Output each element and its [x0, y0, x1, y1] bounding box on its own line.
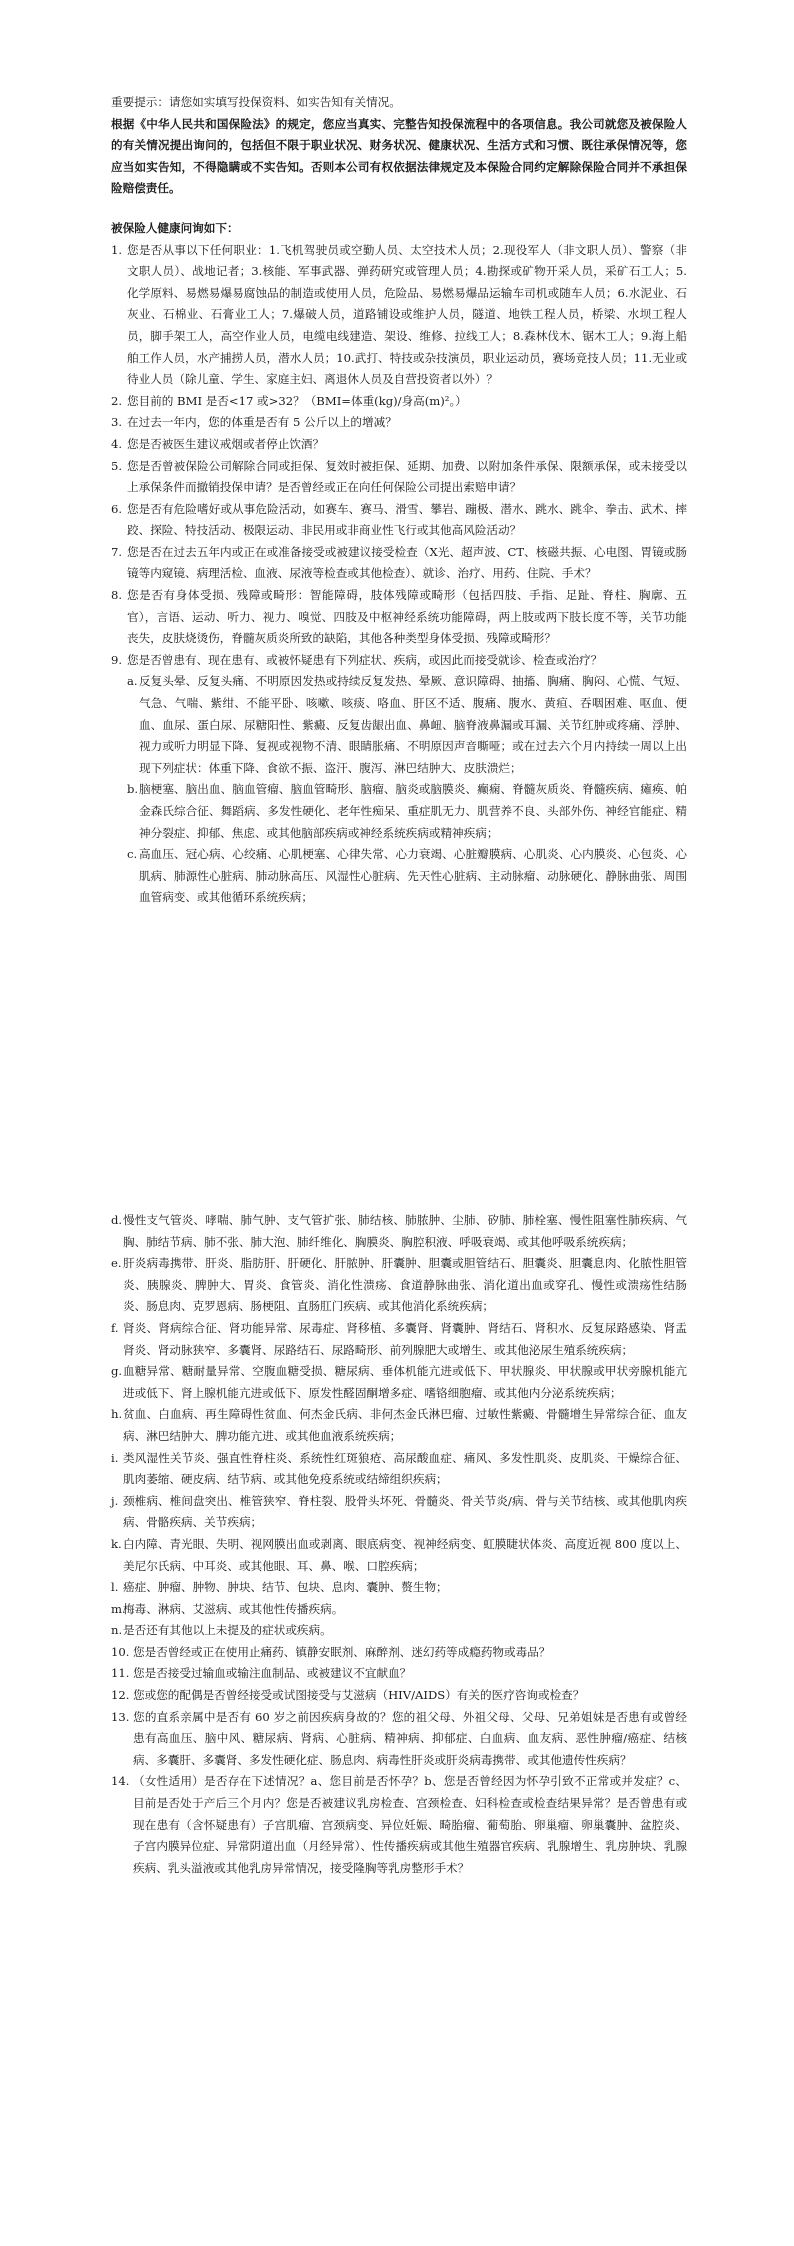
sub-text: 高血压、冠心病、心绞痛、心肌梗塞、心律失常、心力衰竭、心脏瓣膜病、心肌炎、心内膜炎、心包炎、心肌病、肺源性心脏病、肺动脉高压、风湿性心脏病、先天性心脏病、主动脉瘤、动脉硬化、静脉曲张、周围血管病变、或其他循环系统疾病； — [139, 847, 687, 905]
question-number: 11. — [111, 1666, 130, 1681]
sub-text: 贫血、白血病、再生障碍性贫血、何杰金氏病、非何杰金氏淋巴瘤、过敏性紫癜、骨髓增生异常综合征、血友病、淋巴结肿大、脾功能亢进、或其他血液系统疾病； — [123, 1407, 687, 1443]
sub-letter: g. — [111, 1364, 123, 1379]
question-text: 您或您的配偶是否曾经接受或试图接受与艾滋病（HIV/AIDS）有关的医疗咨询或检查？ — [133, 1688, 585, 1703]
sub-text: 梅毒、淋病、艾滋病、或其他性传播疾病。 — [123, 1601, 344, 1616]
question-number: 12. — [111, 1688, 130, 1703]
sub-item — [127, 844, 687, 909]
legal-warning: 根据《中华人民共和国保险法》的规定，您应当真实、完整告知投保流程中的各项信息。我公司就您及被保险人的有关情况提出询问的，包括但不限于职业状况、财务状况、健康状况、生活方式和习惯、既往承保情况等，您应当如实告知，不得隐瞒或不实告知。否则本公司有权依据法律规定及本保险合同约定解除保险合同并不承担保险赔偿责任。 — [111, 116, 687, 196]
question-number: 13. — [111, 1709, 130, 1724]
sub-letter: i. — [111, 1450, 119, 1465]
question-number: 3. — [111, 415, 123, 430]
sub-letter: l. — [111, 1580, 119, 1595]
question-item — [111, 240, 687, 391]
sub-letter: h. — [111, 1407, 123, 1422]
sub-letter: a. — [127, 674, 138, 689]
question-text: 您的直系亲属中是否有 60 岁之前因疾病身故的？您的祖父母、外祖父母、父母、兄弟姐妹是否患有或曾经患有高血压、脑中风、糖尿病、肾病、心脏病、精神病、抑郁症、白血病、血友病、恶性肿瘤/癌症、结核病、多囊肝、多囊肾、多发性硬化症、肠息肉、病毒性肝炎或肝炎病毒携带、或其他遗传性疾病？ — [133, 1709, 687, 1767]
question-number: 9. — [111, 652, 123, 667]
question-item — [111, 542, 687, 585]
question-number: 6. — [111, 501, 123, 516]
sub-letter: m. — [111, 1601, 126, 1616]
question-item — [111, 456, 687, 499]
question-text: 您是否曾被保险公司解除合同或拒保、复效时被拒保、延期、加费、以附加条件承保、限额承保，或未接受以上承保条件而撤销投保申请？是否曾经或正在向任何保险公司提出索赔申请？ — [127, 458, 687, 495]
sub-item — [111, 1210, 687, 1253]
question-item — [111, 1685, 687, 1707]
sub-item — [111, 1404, 687, 1447]
question-item — [111, 412, 687, 434]
question-number: 1. — [111, 242, 123, 257]
sub-item — [111, 1620, 687, 1642]
sub-text: 类风湿性关节炎、强直性脊柱炎、系统性红斑狼疮、高尿酸血症、痛风、多发性肌炎、皮肌炎、干燥综合征、肌肉萎缩、硬皮病、结节病、或其他免疫系统或结缔组织疾病； — [123, 1450, 687, 1487]
question-text: 您是否从事以下任何职业：1.飞机驾驶员或空勤人员、太空技术人员；2.现役军人（非文职人员）、警察（非文职人员）、战地记者；3.核能、军事武器、弹药研究或管理人员；4.勘探或矿物开采人员，采矿石工人；5.化学原料、易燃易爆易腐蚀品的制造或使用人员，危险品、易燃易爆品运输车司机或随车人员；6.水泥业、石灰业、石棉业、石膏业工人；7.爆破人员，道路铺设或维护人员，隧道、地铁工程人员，桥梁、水坝工程人员，脚手架工人，高空作业人员，电缆电线建造、架设、维修、拉线工人；8.森林伐木、锯木工人；9.海上船舶工作人员，水产捕捞人员，潜水人员；10.武打、特技或杂技演员，职业运动员，赛场竞技人员；11.无业或待业人员（除儿童、学生、家庭主妇、离退休人员及自营投资者以外）？ — [127, 242, 687, 387]
sub-item — [127, 779, 687, 844]
question-text: 在过去一年内，您的体重是否有 5 公斤以上的增减？ — [127, 415, 397, 430]
sub-letter: j. — [111, 1493, 119, 1508]
question-item — [111, 585, 687, 650]
document-second-section — [111, 1210, 687, 1879]
question-item — [111, 650, 687, 909]
question-text: （女性适用）是否存在下述情况？a、您目前是否怀孕？b、您是否曾经因为怀孕引致不正常或并发症？c、目前是否处于产后三个月内？您是否被建议乳房检查、宫颈检查、妇科检查或检查结果异常？是否曾患有或现在患有（含怀疑患有）子宫肌瘤、宫颈病变、异位妊娠、畸胎瘤、葡萄胎、卵巢瘤、卵巢囊肿、盆腔炎、子宫内膜异位症、异常阴道出血（月经异常）、性传播疾病或其他生殖器官疾病、乳腺增生、乳房肿块、乳腺疾病、乳头溢液或其他乳房异常情况，接受隆胸等乳房整形手术？ — [133, 1774, 687, 1875]
sub-text: 反复头晕、反复头痛、不明原因发热或持续反复发热、晕厥、意识障碍、抽搐、胸痛、胸闷、心慌、气短、气急、气喘、紫绀、不能平卧、咳嗽、咳痰、咯血、肝区不适、腹痛、腹水、黄疸、吞咽困难、呕血、便血、血尿、蛋白尿、尿糖阳性、紫癜、反复齿龈出血、鼻衄、脑脊液鼻漏或耳漏、关节红肿或疼痛、浮肿、视力或听力明显下降、复视或视物不清、眼睛胀痛、不明原因声音嘶哑；或在过去六个月内持续一周以上出现下列症状：体重下降、食欲不振、盗汗、腹泻、淋巴结肿大、皮肤溃烂； — [139, 674, 687, 775]
sub-item — [111, 1448, 687, 1491]
sub-item — [111, 1577, 687, 1599]
sub-item — [111, 1253, 687, 1318]
sub-item — [127, 671, 687, 779]
question-text: 您目前的 BMI 是否<17 或>32？（BMI=体重(kg)/身高(m)²。） — [127, 393, 467, 408]
sub-letter: c. — [127, 847, 138, 862]
question-text: 您是否有身体受损、残障或畸形：智能障碍，肢体残障或畸形（包括四肢、手指、足趾、脊柱、胸廓、五官），言语、运动、听力、视力、嗅觉、四肢及中枢神经系统功能障碍，两上肢或两下肢长度不等，关节功能丧失，皮肤烧烫伤，脊髓灰质炎所致的缺陷，其他各种类型身体受损、残障或畸形？ — [127, 588, 687, 646]
sub-text: 是否还有其他以上未提及的症状或疾病。 — [123, 1623, 332, 1638]
sub-item — [111, 1318, 687, 1361]
question-text: 您是否曾经或正在使用止痛药、镇静安眠剂、麻醉剂、迷幻药等成瘾药物或毒品？ — [133, 1644, 551, 1659]
sub-item — [111, 1534, 687, 1577]
sub-text: 白内障、青光眼、失明、视网膜出血或剥离、眼底病变、视神经病变、虹膜睫状体炎、高度近视 800 度以上、美尼尔氏病、中耳炎、或其他眼、耳、鼻、喉、口腔疾病； — [123, 1536, 687, 1573]
question-text: 您是否被医生建议戒烟或者停止饮酒？ — [127, 436, 325, 451]
question-text: 您是否在过去五年内或正在或准备接受或被建议接受检查（X光、超声波、CT、核磁共振、心电图、胃镜或肠镜等内窥镜、病理活检、血液、尿液等检查或其他检查）、就诊、治疗、用药、住院、手术？ — [127, 544, 687, 581]
sub-letter: k. — [111, 1536, 122, 1551]
sub-letter: e. — [111, 1256, 122, 1271]
sub-text: 癌症、肿瘤、肿物、肿块、结节、包块、息肉、囊肿、赘生物； — [123, 1580, 448, 1595]
question-number: 14. — [111, 1774, 130, 1789]
question-item — [111, 499, 687, 542]
question-item — [111, 391, 687, 413]
section-title: 被保险人健康问询如下： — [111, 220, 239, 235]
question-list — [111, 240, 687, 909]
question-item — [111, 434, 687, 456]
question-text: 您是否有危险嗜好或从事危险活动，如赛车、赛马、滑雪、攀岩、蹦极、潜水、跳水、跳伞、拳击、武术、摔跤、探险、特技活动、极限运动、非民用或非商业性飞行或其他高风险活动？ — [127, 501, 687, 538]
sub-text: 肝炎病毒携带、肝炎、脂肪肝、肝硬化、肝脓肿、肝囊肿、胆囊或胆管结石、胆囊炎、胆囊息肉、化脓性胆管炎、胰腺炎、脾肿大、胃炎、食管炎、消化性溃疡、食道静脉曲张、消化道出血或穿孔、慢性或溃疡性结肠炎、肠息肉、克罗恩病、肠梗阻、直肠肛门疾病、或其他消化系统疾病； — [123, 1256, 687, 1314]
sub-letter: d. — [111, 1213, 123, 1227]
question-item — [111, 1771, 687, 1879]
sub-item — [111, 1491, 687, 1534]
question-list-continued — [111, 1642, 687, 1880]
sub-text: 血糖异常、糖耐量异常、空腹血糖受损、糖尿病、垂体机能亢进或低下、甲状腺炎、甲状腺或甲状旁腺机能亢进或低下、肾上腺机能亢进或低下、原发性醛固酮增多症、嗜铬细胞瘤、或其他内分泌系统疾病； — [123, 1364, 687, 1400]
question-number: 10. — [111, 1644, 130, 1659]
sub-item — [111, 1361, 687, 1404]
sub-letter: n. — [111, 1623, 123, 1638]
question-number: 5. — [111, 458, 123, 473]
sub-text: 慢性支气管炎、哮喘、肺气肿、支气管扩张、肺结核、肺脓肿、尘肺、矽肺、肺栓塞、慢性阻塞性肺疾病、气胸、肺结节病、肺不张、肺大泡、肺纤维化、胸膜炎、胸腔积液、呼吸衰竭、或其他呼吸系统疾病； — [123, 1213, 687, 1249]
question-item — [111, 1663, 687, 1685]
sub-letter: f. — [111, 1320, 119, 1335]
sub-text: 肾炎、肾病综合征、肾功能异常、尿毒症、肾移植、多囊肾、肾囊肿、肾结石、肾积水、反复尿路感染、肾盂肾炎、肾动脉狭窄、多囊肾、尿路结石、尿路畸形、前列腺肥大或增生、或其他泌尿生殖系统疾病； — [123, 1320, 687, 1357]
important-notice: 重要提示：请您如实填写投保资料、如实告知有关情况。 — [111, 95, 401, 109]
sub-text: 颈椎病、椎间盘突出、椎管狭窄、脊柱裂、股骨头坏死、骨髓炎、骨关节炎/病、骨与关节结核、或其他肌肉疾病、骨骼疾病、关节疾病； — [123, 1493, 687, 1530]
question-text: 您是否曾患有、现在患有、或被怀疑患有下列症状、疾病，或因此而接受就诊、检查或治疗？ — [127, 652, 603, 667]
question-number: 8. — [111, 588, 123, 603]
question-number: 4. — [111, 436, 123, 451]
sub-text: 脑梗塞、脑出血、脑血管瘤、脑血管畸形、脑瘤、脑炎或脑膜炎、癫痫、脊髓灰质炎、脊髓疾病、瘫痪、帕金森氏综合征、舞蹈病、多发性硬化、老年性痴呆、重症肌无力、肌营养不良、头部外伤、神经官能症、精神分裂症、抑郁、焦虑、或其他脑部疾病或神经系统疾病或精神疾病； — [139, 782, 687, 840]
sub-item — [111, 1599, 687, 1621]
question-number: 2. — [111, 393, 123, 408]
question-item — [111, 1707, 687, 1772]
question-item — [111, 1642, 687, 1664]
question-text: 您是否接受过输血或输注血制品、或被建议不宜献血？ — [133, 1666, 412, 1681]
question-number: 7. — [111, 544, 123, 559]
document-first-section — [111, 92, 687, 909]
sub-letter: b. — [127, 782, 139, 797]
